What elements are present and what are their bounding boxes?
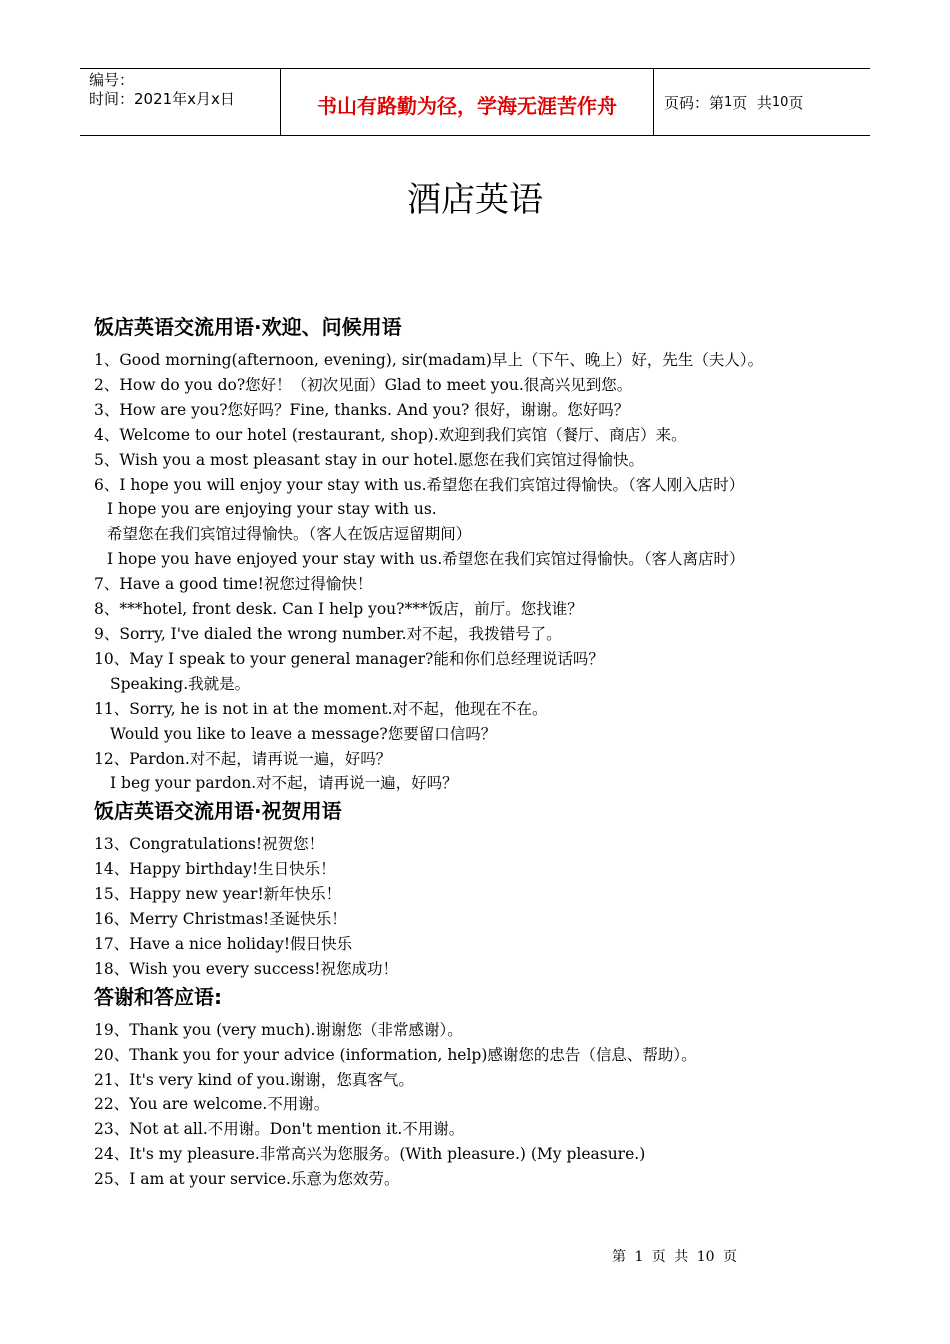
page-mid: 页 共 — [732, 93, 772, 112]
section-heading-congratulations: 饭店英语交流用语·祝贺用语 — [94, 799, 342, 824]
phrase-line: I hope you are enjoying your stay with us. — [107, 500, 437, 519]
phrase-line: I hope you have enjoyed your stay with us.希望您在我们宾馆过得愉快。（客人离店时） — [107, 550, 745, 569]
phrase-line: 2、How do you do?您好！（初次见面）Glad to meet you.很高兴见到您。 — [94, 375, 633, 394]
phrase-line: 12、Pardon.对不起，请再说一遍，好吗？ — [94, 749, 392, 768]
phrase-line: 10、May I speak to your general manager?能和你们总经理说话吗？ — [94, 649, 604, 668]
number-label: 编号： — [89, 71, 135, 89]
phrase-line: 14、Happy birthday!生日快乐！ — [94, 860, 336, 879]
phrase-line: 5、Wish you a most pleasant stay in our hotel.愿您在我们宾馆过得愉快。 — [94, 450, 645, 469]
phrase-line: 20、Thank you for your advice (information, help)感谢您的忠告（信息、帮助）。 — [94, 1045, 697, 1064]
phrase-line: 15、Happy new year!新年快乐！ — [94, 885, 342, 904]
header-motto: 书山有路勤为径，学海无涯苦作舟 — [281, 69, 654, 135]
time-label: 时间：2021年x月x日 — [89, 90, 235, 108]
phrase-line: 21、It's very kind of you.谢谢，您真客气。 — [94, 1070, 414, 1089]
phrase-line: 17、Have a nice holiday!假日快乐 — [94, 934, 353, 953]
phrase-line: 8、***hotel, front desk. Can I help you?***饭店，前厅。您找谁？ — [94, 600, 583, 619]
phrase-line: 1、Good morning(afternoon, evening), sir(madam)早上（下午、晚上）好，先生（夫人）。 — [94, 351, 764, 369]
page-footer: 第 1 页 共 10 页 — [612, 1249, 737, 1265]
phrase-line: 19、Thank you (very much).谢谢您（非常感谢）。 — [94, 1020, 463, 1039]
header-meta — [80, 69, 281, 135]
phrase-line: 18、Wish you every success!祝您成功！ — [94, 959, 399, 978]
phrase-line: 9、Sorry, I've dialed the wrong number.对不起，我拨错号了。 — [94, 624, 562, 643]
phrase-line: Would you like to leave a message?您要留口信吗？ — [110, 724, 497, 743]
phrase-line: 13、Congratulations!祝贺您！ — [94, 835, 325, 854]
phrase-line: 23、Not at all.不用谢。Don't mention it.不用谢。 — [94, 1120, 465, 1139]
phrase-line: 希望您在我们宾馆过得愉快。（客人在饭店逗留期间） — [107, 525, 472, 544]
phrase-line: 3、How are you?您好吗？Fine, thanks. And you? 很好，谢谢。您好吗？ — [94, 400, 630, 419]
phrase-line: 24、It's my pleasure.非常高兴为您服务。(With pleasure.) (My pleasure.) — [94, 1145, 646, 1164]
phrase-line: 6、I hope you will enjoy your stay with us.希望您在我们宾馆过得愉快。（客人刚入店时） — [94, 475, 745, 494]
header-page-info — [654, 69, 870, 135]
page-suffix: 页 — [788, 93, 804, 112]
phrase-line: 11、Sorry, he is not in at the moment.对不起，他现在不在。 — [94, 699, 548, 718]
section-heading-greetings: 饭店英语交流用语·欢迎、问候用语 — [94, 315, 402, 339]
section-heading-thanks: 答谢和答应语: — [94, 984, 222, 1009]
phrase-line: I beg your pardon.对不起，请再说一遍，好吗？ — [110, 774, 458, 793]
phrase-line: 7、Have a good time!祝您过得愉快！ — [94, 575, 373, 594]
document-body — [94, 312, 894, 1192]
page-prefix: 页码：第 — [664, 93, 725, 112]
phrase-line: Speaking.我就是。 — [110, 674, 251, 693]
phrase-line: 16、Merry Christmas!圣诞快乐！ — [94, 910, 347, 929]
phrase-line: 4、Welcome to our hotel (restaurant, shop).欢迎到我们宾馆（餐厅、商店）来。 — [94, 425, 687, 444]
phrase-line: 25、I am at your service.乐意为您效劳。 — [94, 1170, 400, 1189]
page-number: 1 — [724, 94, 733, 110]
phrase-line: 22、You are welcome.不用谢。 — [94, 1095, 330, 1114]
page-total: 10 — [771, 94, 789, 110]
page-header — [80, 68, 870, 136]
document-title: 酒店英语 — [407, 180, 543, 220]
